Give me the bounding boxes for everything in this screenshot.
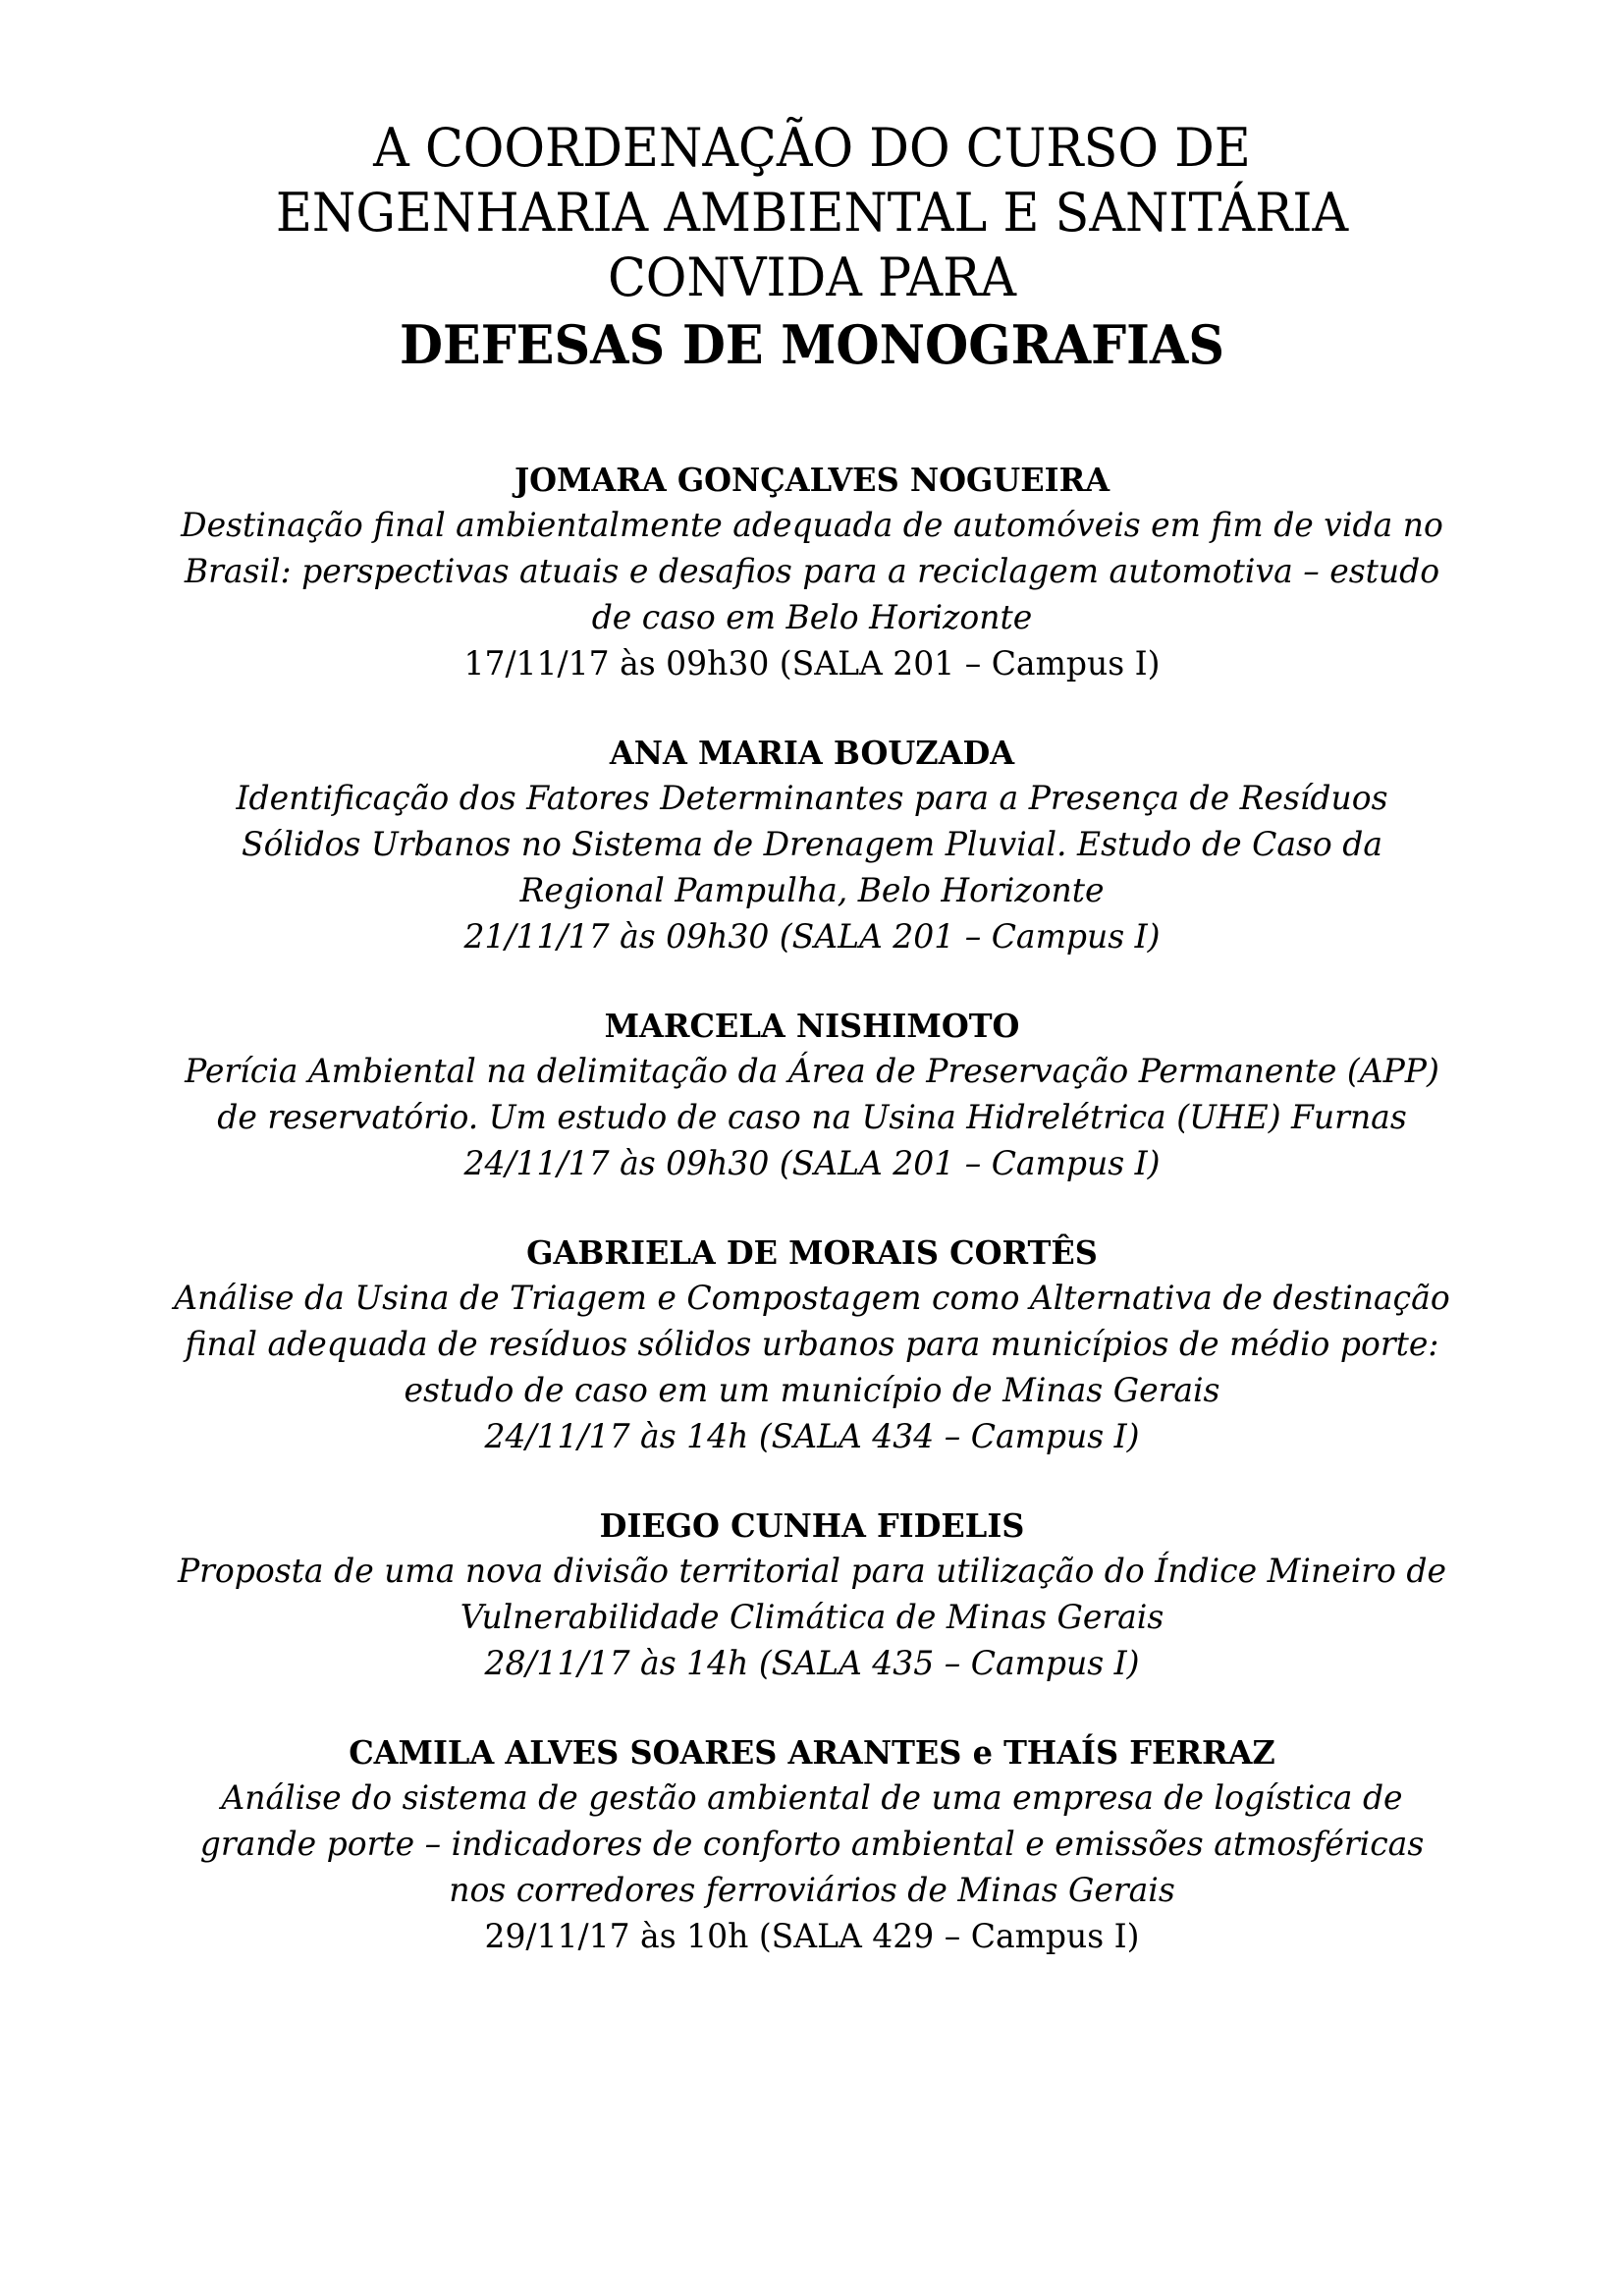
defense-entry	[88, 1730, 1536, 1960]
heading-line: ENGENHARIA AMBIENTAL E SANITÁRIA	[275, 182, 1349, 244]
invitation-heading	[0, 116, 1624, 379]
defense-entry	[88, 458, 1536, 687]
monograph-title-line: Sólidos Urbanos no Sistema de Drenagem Pluvial. Estudo de Caso da	[241, 825, 1383, 864]
student-name: THAÍS FERRAZ	[1003, 1733, 1275, 1772]
monograph-title-line: Brasil: perspectivas atuais e desafios para a reciclagem automotiva – estudo	[184, 552, 1440, 591]
monograph-title-line: Análise do sistema de gestão ambiental de uma empresa de logística de	[221, 1778, 1403, 1818]
heading-bold-title: DEFESAS DE MONOGRAFIAS	[400, 313, 1224, 376]
defense-schedule: 29/11/17 às 10h (SALA 429 – Campus I)	[484, 1917, 1140, 1956]
monograph-title-line: de caso em Belo Horizonte	[591, 598, 1033, 637]
monograph-title-line: Vulnerabilidade Climática de Minas Gerais	[460, 1598, 1164, 1637]
student-name: JOMARA GONÇALVES NOGUEIRA	[514, 461, 1110, 499]
defense-entry	[88, 1230, 1536, 1460]
monograph-title-line: Perícia Ambiental na delimitação da Área de Preservação Permanente (APP)	[185, 1052, 1439, 1091]
monograph-title-line: final adequada de resíduos sólidos urbanos para municípios de médio porte:	[185, 1325, 1439, 1364]
defense-entry	[88, 1004, 1536, 1187]
defense-schedule: 24/11/17 às 14h (SALA 434 – Campus I)	[484, 1417, 1140, 1456]
monograph-title-line: Análise da Usina de Triagem e Compostagem como Alternativa de destinação	[174, 1279, 1450, 1318]
student-name: GABRIELA DE MORAIS CORTÊS	[526, 1233, 1098, 1272]
monograph-title-line: Destinação final ambientalmente adequada de automóveis em fim de vida no	[181, 506, 1443, 545]
student-name: DIEGO CUNHA FIDELIS	[599, 1506, 1025, 1545]
monograph-title-line: Identificação dos Fatores Determinantes para a Presença de Resíduos	[236, 779, 1388, 818]
student-name: MARCELA NISHIMOTO	[604, 1007, 1020, 1045]
defense-schedule: 28/11/17 às 14h (SALA 435 – Campus I)	[484, 1644, 1140, 1683]
monograph-title-line: Regional Pampulha, Belo Horizonte	[519, 871, 1105, 910]
defense-entry	[88, 731, 1536, 960]
heading-line: A COORDENAÇÃO DO CURSO DE	[373, 117, 1251, 179]
heading-line: CONVIDA PARA	[607, 246, 1017, 308]
monograph-title-line: estudo de caso em um município de Minas Gerais	[404, 1371, 1220, 1410]
student-name: CAMILA ALVES SOARES ARANTES	[349, 1733, 962, 1772]
defense-schedule: 17/11/17 às 09h30 (SALA 201 – Campus I)	[463, 644, 1161, 683]
monograph-title-line: Proposta de uma nova divisão territorial para utilização do Índice Mineiro de	[177, 1552, 1447, 1591]
monograph-title-line: de reservatório. Um estudo de caso na Usina Hidrelétrica (UHE) Furnas	[217, 1098, 1407, 1137]
monograph-title-line: grande porte – indicadores de conforto ambiental e emissões atmosféricas	[199, 1825, 1425, 1864]
student-name: ANA MARIA BOUZADA	[609, 734, 1015, 772]
defense-list	[88, 458, 1536, 2003]
defense-entry	[88, 1503, 1536, 1687]
name-connector: e	[972, 1733, 993, 1772]
monograph-title-line: nos corredores ferroviários de Minas Gerais	[449, 1871, 1175, 1910]
defense-schedule: 24/11/17 às 09h30 (SALA 201 – Campus I)	[463, 1144, 1161, 1183]
defense-schedule: 21/11/17 às 09h30 (SALA 201 – Campus I)	[463, 917, 1161, 956]
student-names	[110, 1730, 1514, 1775]
